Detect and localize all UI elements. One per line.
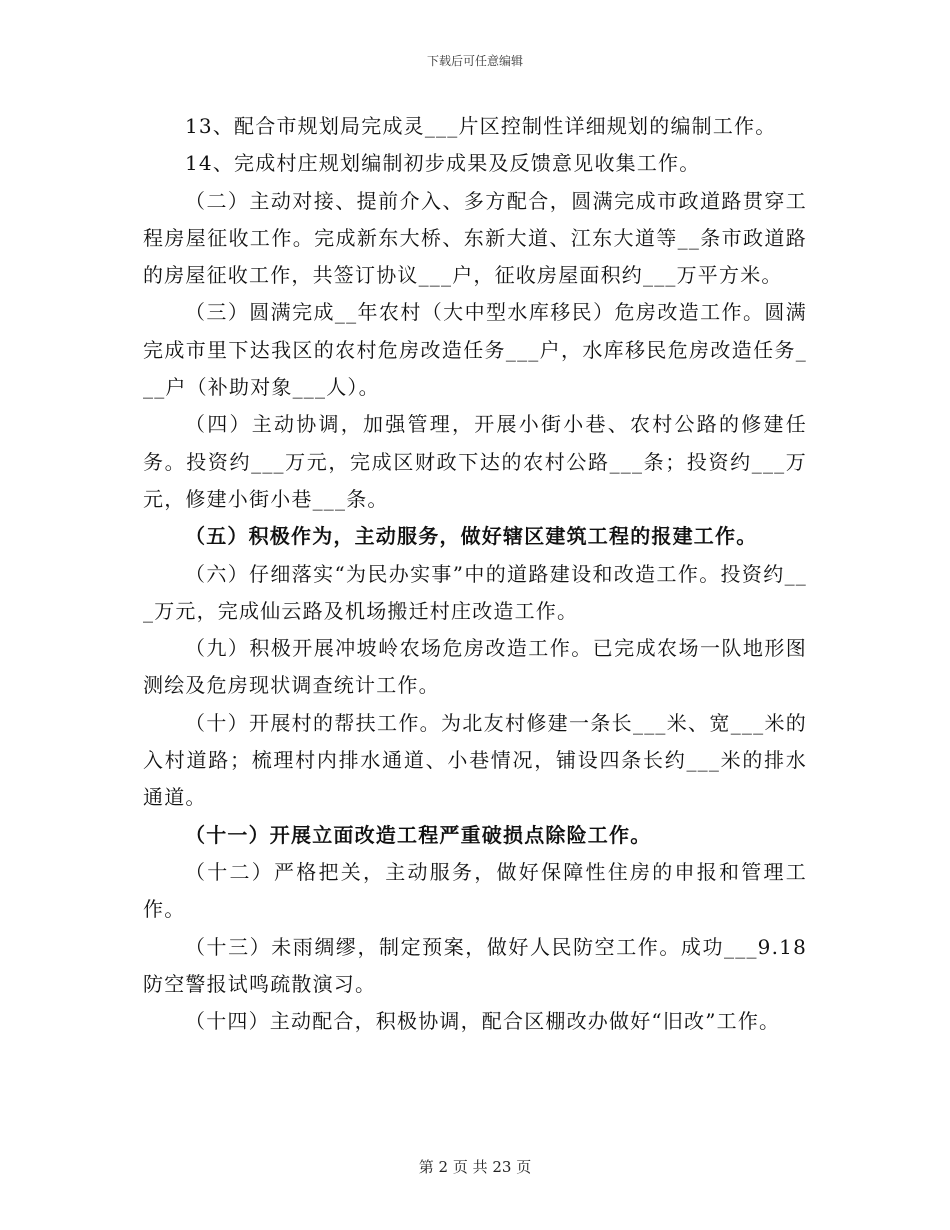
paragraph-section-9: （九）积极开展冲坡岭农场危房改造工作。已完成农场一队地形图测绘及危房现状调查统计工作。 (143, 636, 807, 698)
page-header: 下载后可任意编辑 (426, 54, 523, 68)
paragraph-section-6: （六）仔细落实“为民办实事”中的道路建设和改造工作。投资约___万元，完成仙云路及机场搬迁村庄改造工作。 (143, 561, 807, 623)
paragraph-14: 14、完成村庄规划编制初步成果及反馈意见收集工作。 (185, 151, 701, 176)
paragraph-section-3: （三）圆满完成__年农村（大中型水库移民）危房改造工作。圆满完成市里下达我区的农村危房改造任务___户，水库移民危房改造任务___户（补助对象___人）。 (143, 300, 807, 400)
paragraph-section-2: （二）主动对接、提前介入、多方配合，圆满完成市政道路贯穿工程房屋征收工作。完成新东大桥、东新大道、江东大道等__条市政道路的房屋征收工作，共签订协议___户，征收房屋面积约___万平方米。 (143, 188, 807, 288)
page-footer: 第 2 页 共 23 页 (418, 1158, 532, 1176)
paragraph-section-12: （十二）严格把关，主动服务，做好保障性住房的申报和管理工作。 (143, 859, 807, 922)
paragraph-13: 13、配合市规划局完成灵___片区控制性详细规划的编制工作。 (185, 114, 777, 138)
paragraph-section-13: （十三）未雨绸缪，制定预案，做好人民防空工作。成功___9.18防空警报试鸣疏散演习。 (143, 934, 807, 996)
paragraph-section-10: （十）开展村的帮扶工作。为北友村修建一条长___米、宽___米的入村道路；梳理村内排水通道、小巷情况，铺设四条长约___米的排水通道。 (143, 710, 807, 810)
document-body (143, 108, 807, 1040)
paragraph-section-4: （四）主动协调，加强管理，开展小街小巷、农村公路的修建任务。投资约___万元，完成区财政下达的农村公路___条；投资约___万元，修建小街小巷___条。 (143, 412, 807, 511)
paragraph-section-14: （十四）主动配合，积极协调，配合区棚改办做好“旧改”工作。 (185, 1009, 781, 1034)
paragraph-section-11: （十一）开展立面改造工程严重破损点除险工作。 (185, 822, 652, 847)
paragraph-section-5: （五）积极作为，主动服务，做好辖区建筑工程的报建工作。 (185, 524, 758, 549)
